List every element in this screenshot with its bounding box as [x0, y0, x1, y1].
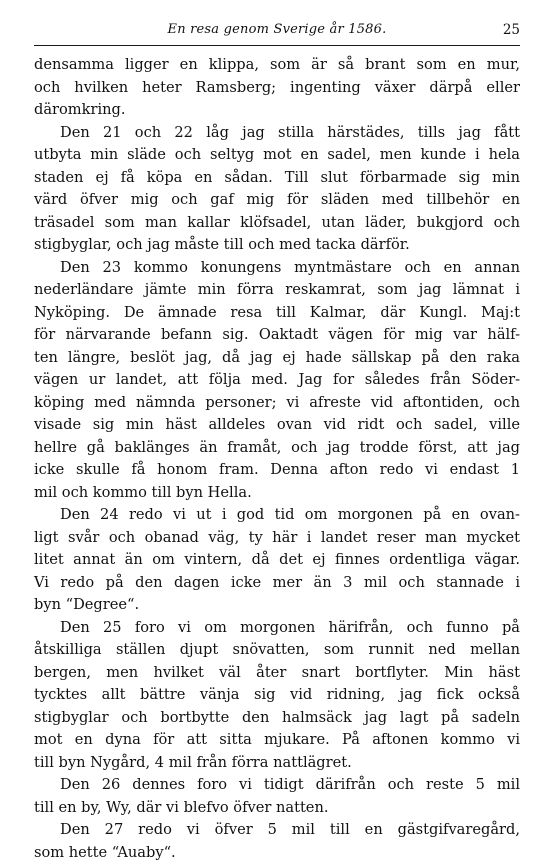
- body-text: [34, 54, 520, 864]
- text-line: ten längre, beslöt jag, då jag ej hade sällskap på den raka: [34, 347, 520, 370]
- text-line: densamma ligger en klippa, som är så brant som en mur,: [34, 54, 520, 77]
- text-line: stigbyglar, och jag måste till och med tacka därför.: [34, 234, 520, 257]
- text-line: staden ej få köpa en sådan. Till slut förbarmade sig min: [34, 167, 520, 190]
- text-line: byn “Degree“.: [34, 594, 520, 617]
- paragraph-1: [34, 54, 520, 122]
- text-line: Den 25 foro vi om morgonen härifrån, och funno på: [34, 617, 520, 640]
- text-line: Den 23 kommo konungens myntmästare och en annan: [34, 257, 520, 280]
- text-line: mil och kommo till byn Hella.: [34, 482, 520, 505]
- text-line: träsadel som man kallar klöfsadel, utan läder, bukgjord och: [34, 212, 520, 235]
- text-line: köping med nämnda personer; vi afreste vid aftontiden, och: [34, 392, 520, 415]
- text-line: Den 26 dennes foro vi tidigt därifrån och reste 5 mil: [34, 774, 520, 797]
- text-line: däromkring.: [34, 99, 520, 122]
- text-line: för närvarande befann sig. Oaktadt vägen för mig var hälf-: [34, 324, 520, 347]
- text-line: stigbyglar och bortbytte den halmsäck jag lagt på sadeln: [34, 707, 520, 730]
- text-line: tycktes allt bättre vänja sig vid ridning, jag fick också: [34, 684, 520, 707]
- header-rule: [34, 45, 520, 46]
- paragraph-2: [34, 122, 520, 257]
- text-line: Vi redo på den dagen icke mer än 3 mil och stannade i: [34, 572, 520, 595]
- text-line: värd öfver mig och gaf mig för släden med tillbehör en: [34, 189, 520, 212]
- text-line: mot en dyna för att sitta mjukare. På aftonen kommo vi: [34, 729, 520, 752]
- text-line: vägen ur landet, att följa med. Jag for således från Söder-: [34, 369, 520, 392]
- text-line: till en by, Wy, där vi blefvo öfver natten.: [34, 797, 520, 820]
- text-line: ligt svår och obanad väg, ty här i landet reser man mycket: [34, 527, 520, 550]
- paragraph-3: [34, 257, 520, 505]
- text-line: åtskilliga ställen djupt snövatten, som runnit ned mellan: [34, 639, 520, 662]
- text-line: Den 21 och 22 låg jag stilla härstädes, tills jag fått: [34, 122, 520, 145]
- text-line: Nyköping. De ämnade resa till Kalmar, där Kungl. Maj:t: [34, 302, 520, 325]
- text-line: och hvilken heter Ramsberg; ingenting växer därpå eller: [34, 77, 520, 100]
- text-line: visade sig min häst alldeles ovan vid ridt och sadel, ville: [34, 414, 520, 437]
- text-line: bergen, men hvilket väl åter snart bortflyter. Min häst: [34, 662, 520, 685]
- text-line: litet annat än om vintern, då det ej finnes ordentliga vägar.: [34, 549, 520, 572]
- text-line: nederländare jämte min förra reskamrat, som jag lämnat i: [34, 279, 520, 302]
- text-line: icke skulle få honom fram. Denna afton redo vi endast 1: [34, 459, 520, 482]
- paragraph-6: [34, 774, 520, 819]
- paragraph-7: [34, 819, 520, 864]
- paragraph-5: [34, 617, 520, 775]
- paragraph-4: [34, 504, 520, 617]
- text-line: Den 24 redo vi ut i god tid om morgonen på en ovan-: [34, 504, 520, 527]
- page-number: 25: [503, 22, 520, 38]
- text-line: hellre gå baklänges än framåt, och jag trodde först, att jag: [34, 437, 520, 460]
- text-line: som hette “Auaby“.: [34, 842, 520, 864]
- text-line: utbyta min släde och seltyg mot en sadel, men kunde i hela: [34, 144, 520, 167]
- text-line: Den 27 redo vi öfver 5 mil till en gästgifvaregård,: [34, 819, 520, 842]
- running-title: En resa genom Sverige år 1586.: [34, 22, 520, 37]
- running-head: [34, 22, 520, 42]
- text-line: till byn Nygård, 4 mil från förra nattlägret.: [34, 752, 520, 775]
